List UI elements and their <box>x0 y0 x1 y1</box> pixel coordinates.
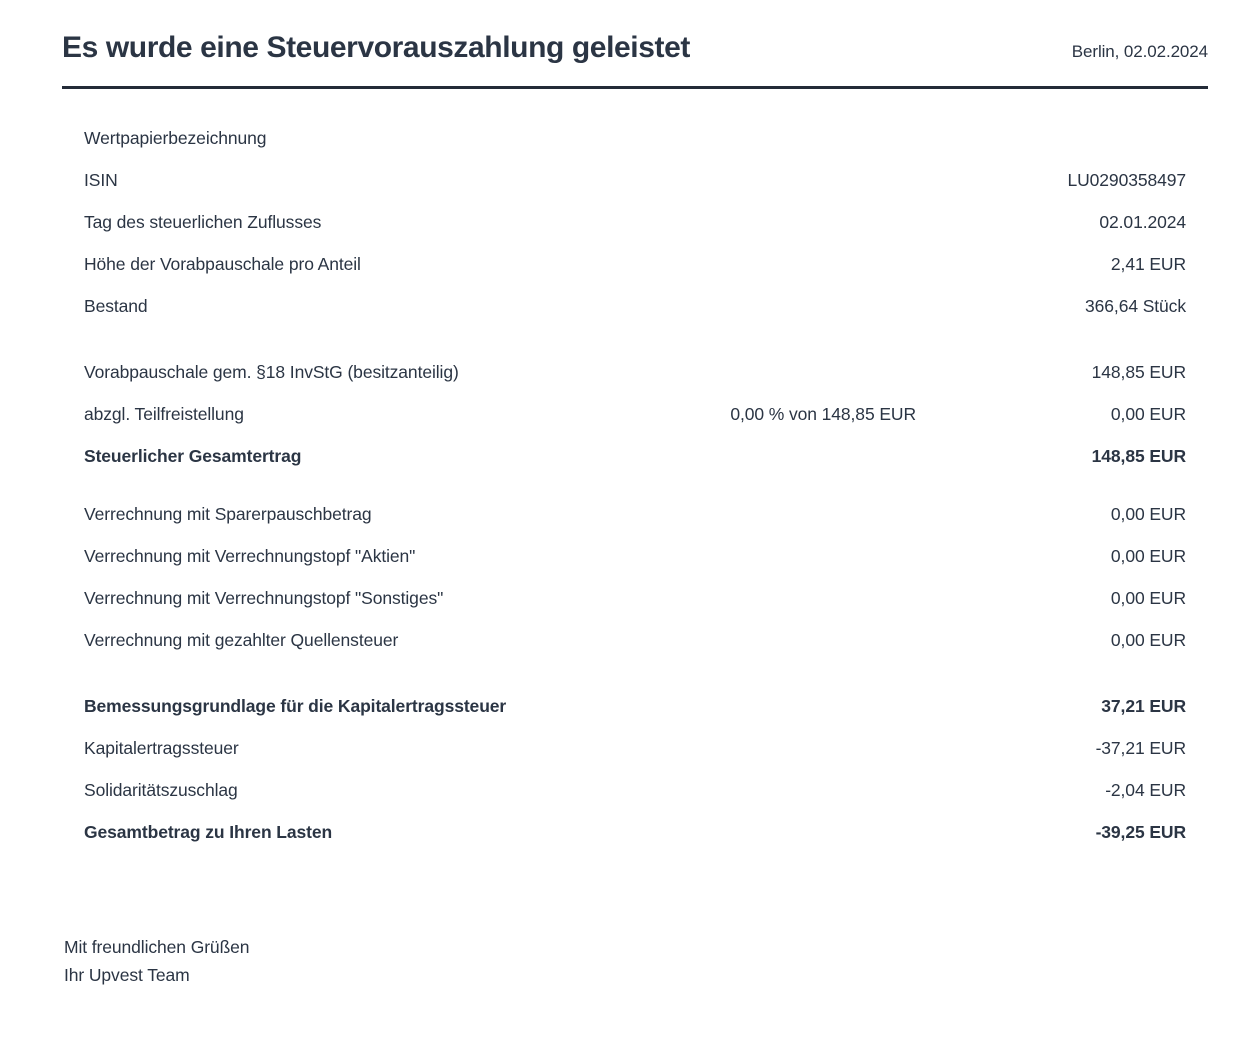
row-label: Solidaritätszuschlag <box>84 779 238 800</box>
page-title: Es wurde eine Steuervorauszahlung geleistet <box>62 31 690 64</box>
row-section <box>84 117 1186 327</box>
table-row <box>84 619 1186 661</box>
table-row <box>84 769 1186 811</box>
row-section <box>84 351 1186 477</box>
row-value: 37,21 EUR <box>1101 695 1186 716</box>
row-label: Verrechnung mit Verrechnungstopf "Sonstiges" <box>84 587 444 608</box>
table-row <box>84 493 1186 535</box>
row-value: 0,00 EUR <box>1110 403 1186 424</box>
table-row <box>84 811 1186 853</box>
row-value: -39,25 EUR <box>1095 821 1186 842</box>
row-label: Verrechnung mit Sparerpauschbetrag <box>84 503 372 524</box>
date-location: Berlin, 02.02.2024 <box>1071 42 1208 61</box>
table-row <box>84 435 1186 477</box>
row-section <box>84 493 1186 661</box>
table-row <box>84 243 1186 285</box>
table-row <box>84 535 1186 577</box>
row-label: Wertpapierbezeichnung <box>84 127 267 148</box>
row-label: Verrechnung mit Verrechnungstopf "Aktien" <box>84 545 416 566</box>
table-row <box>84 685 1186 727</box>
row-label: Gesamtbetrag zu Ihren Lasten <box>84 821 333 842</box>
row-label: Kapitalertragssteuer <box>84 737 239 758</box>
row-label: Vorabpauschale gem. §18 InvStG (besitzanteilig) <box>84 361 459 382</box>
row-label: Höhe der Vorabpauschale pro Anteil <box>84 253 361 274</box>
row-value: 0,00 EUR <box>1110 545 1186 566</box>
row-value: 02.01.2024 <box>1099 211 1186 232</box>
row-label: ISIN <box>84 169 118 190</box>
row-value: 0,00 EUR <box>1110 587 1186 608</box>
closing-block <box>64 933 1208 989</box>
row-value: 366,64 Stück <box>1085 295 1186 316</box>
row-value: 2,41 EUR <box>1110 253 1186 274</box>
closing-line-signature: Ihr Upvest Team <box>64 965 190 985</box>
table-row <box>84 351 1186 393</box>
table-row <box>84 577 1186 619</box>
row-label: Tag des steuerlichen Zuflusses <box>84 211 322 232</box>
row-value: -2,04 EUR <box>1105 779 1186 800</box>
table-row <box>84 727 1186 769</box>
row-value: 148,85 EUR <box>1091 445 1186 466</box>
row-section <box>84 685 1186 853</box>
row-value: LU0290358497 <box>1067 169 1186 190</box>
row-label: abzgl. Teilfreistellung <box>84 403 244 424</box>
row-label: Steuerlicher Gesamtertrag <box>84 445 302 466</box>
statement-header <box>62 30 1208 89</box>
row-value: 0,00 EUR <box>1110 503 1186 524</box>
statement-rows <box>62 117 1208 853</box>
row-value: 0,00 EUR <box>1110 629 1186 650</box>
row-mid-detail: 0,00 % von 148,85 EUR <box>730 403 916 424</box>
row-label: Verrechnung mit gezahlter Quellensteuer <box>84 629 399 650</box>
row-label: Bestand <box>84 295 148 316</box>
table-row <box>84 201 1186 243</box>
table-row <box>84 285 1186 327</box>
table-row <box>84 393 1186 435</box>
closing-line-greeting: Mit freundlichen Grüßen <box>64 937 250 957</box>
table-row <box>84 117 1186 159</box>
table-row <box>84 159 1186 201</box>
row-value: 148,85 EUR <box>1091 361 1186 382</box>
row-value: -37,21 EUR <box>1095 737 1186 758</box>
row-label: Bemessungsgrundlage für die Kapitalertragssteuer <box>84 695 507 716</box>
